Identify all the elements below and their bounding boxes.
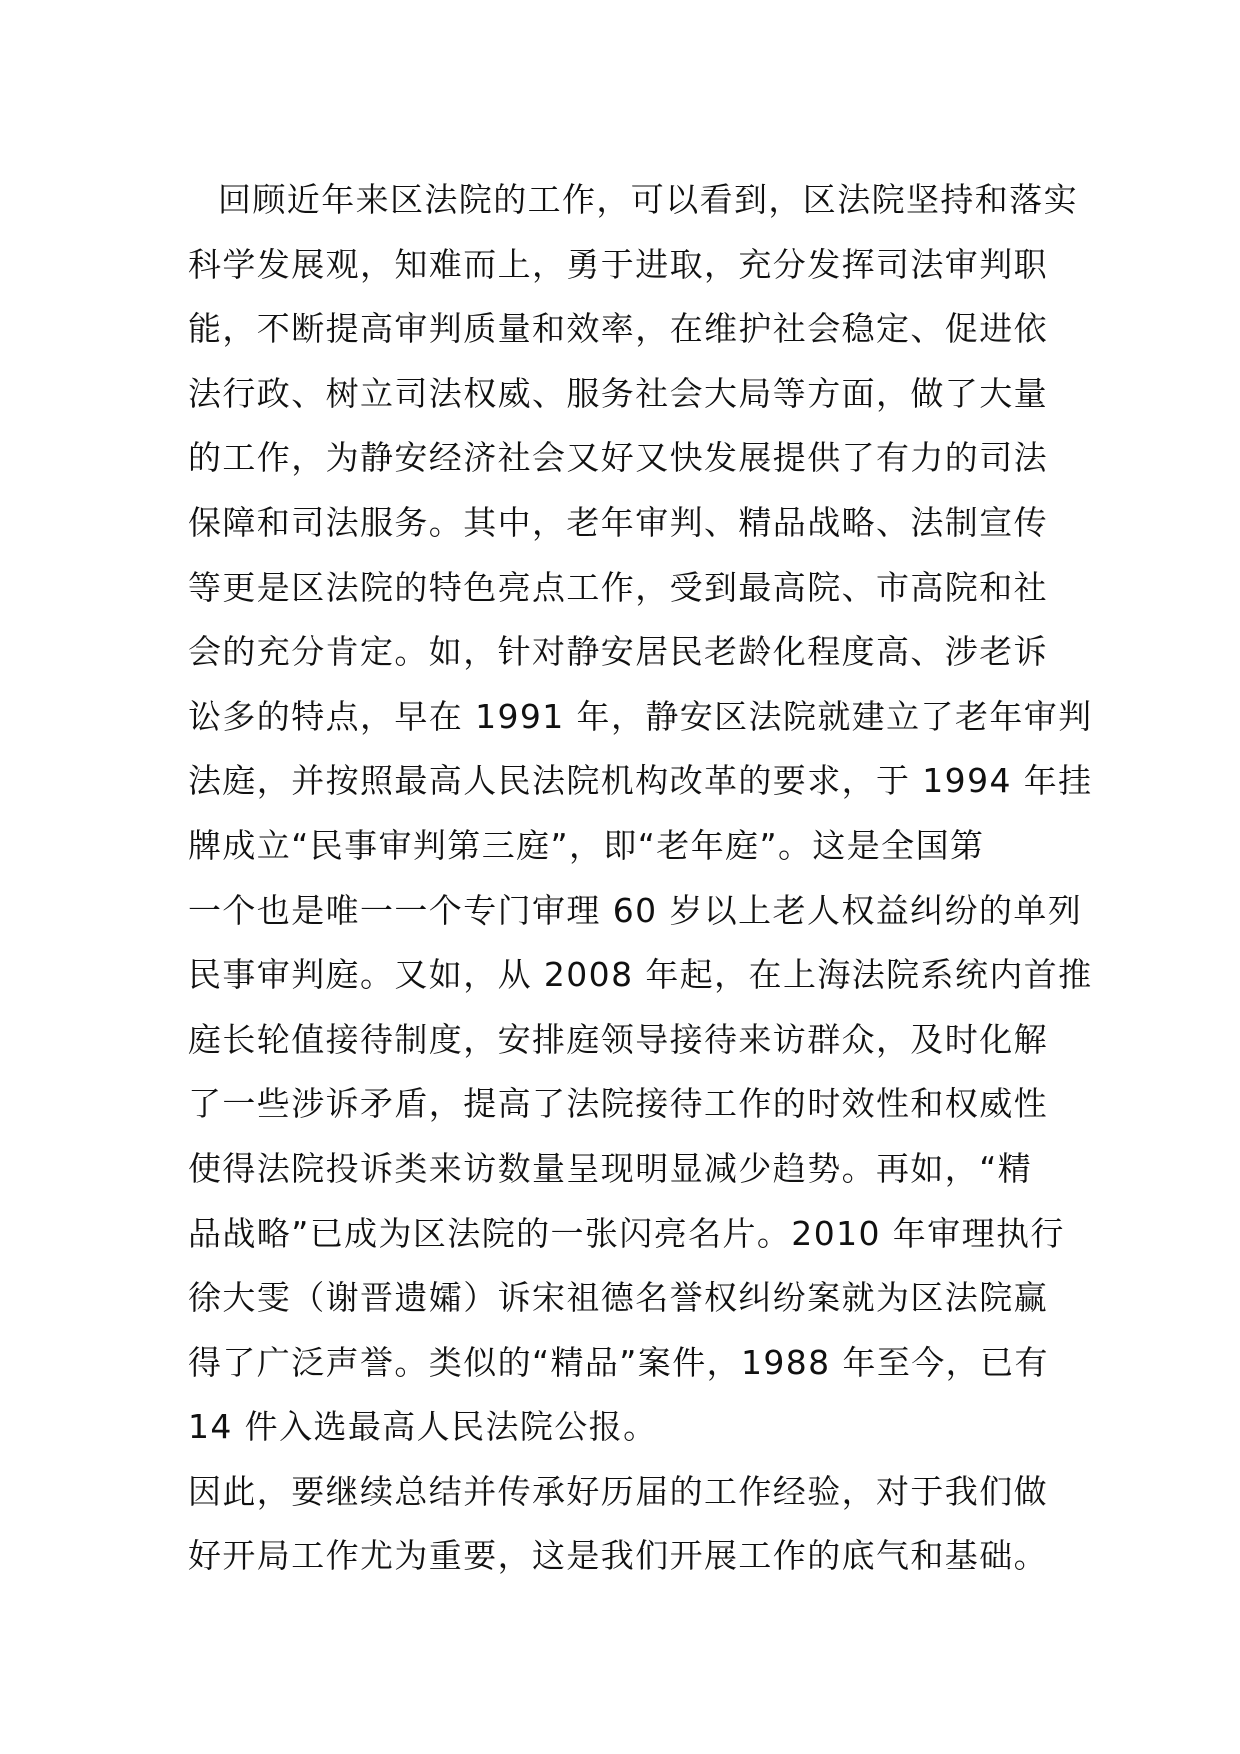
paragraph-1-line-17: 品战略”已成为区法院的一张闪亮名片。2010 年审理执行 xyxy=(188,1213,1065,1253)
paragraph-1-line-10: 法庭，并按照最高人民法院机构改革的要求，于 1994 年挂 xyxy=(188,761,1093,801)
paragraph-1-line-11: 牌成立“民事审判第三庭”，即“老年庭”。这是全国第 xyxy=(188,825,985,865)
paragraph-2-line-2: 好开局工作尤为重要，这是我们开展工作的底气和基础。 xyxy=(188,1536,1048,1576)
paragraph-2-line-1: 因此，要继续总结并传承好历届的工作经验，对于我们做 xyxy=(188,1471,1048,1511)
body-text xyxy=(188,168,1093,1589)
paragraph-1-line-14: 庭长轮值接待制度，安排庭领导接待来访群众，及时化解 xyxy=(188,1019,1048,1059)
paragraph-1-line-13: 民事审判庭。又如，从 2008 年起，在上海法院系统内首推 xyxy=(188,955,1093,995)
paragraph-1-line-6: 保障和司法服务。其中，老年审判、精品战略、法制宣传 xyxy=(188,502,1048,542)
paragraph-1-line-2: 科学发展观，知难而上，勇于进取，充分发挥司法审判职 xyxy=(188,244,1048,284)
paragraph-1-line-18: 徐大雯（谢晋遗孀）诉宋祖德名誉权纠纷案就为区法院赢 xyxy=(188,1278,1048,1318)
paragraph-1-line-4: 法行政、树立司法权威、服务社会大局等方面，做了大量 xyxy=(188,373,1048,413)
paragraph-1-line-12: 一个也是唯一一个专门审理 60 岁以上老人权益纠纷的单列 xyxy=(188,890,1083,930)
paragraph-1-line-19: 得了广泛声誉。类似的“精品”案件，1988 年至今，已有 xyxy=(188,1342,1049,1382)
paragraph-1-line-20: 14 件入选最高人民法院公报。 xyxy=(188,1407,658,1447)
paragraph-1-line-15: 了一些涉诉矛盾，提高了法院接待工作的时效性和权威性 xyxy=(188,1084,1048,1124)
paragraph-1-line-7: 等更是区法院的特色亮点工作，受到最高院、市高院和社 xyxy=(188,567,1048,607)
paragraph-1-line-8: 会的充分肯定。如，针对静安居民老龄化程度高、涉老诉 xyxy=(188,632,1048,672)
paragraph-1-line-1: 回顾近年来区法院的工作，可以看到，区法院坚持和落实 xyxy=(218,180,1078,219)
paragraph-1-line-5: 的工作，为静安经济社会又好又快发展提供了有力的司法 xyxy=(188,438,1048,478)
paragraph-1-line-16: 使得法院投诉类来访数量呈现明显减少趋势。再如，“精 xyxy=(188,1148,1033,1188)
paragraph-1-line-3: 能，不断提高审判质量和效率，在维护社会稳定、促进依 xyxy=(188,309,1048,349)
paragraph-1-line-9: 讼多的特点，早在 1991 年，静安区法院就建立了老年审判 xyxy=(188,696,1093,736)
